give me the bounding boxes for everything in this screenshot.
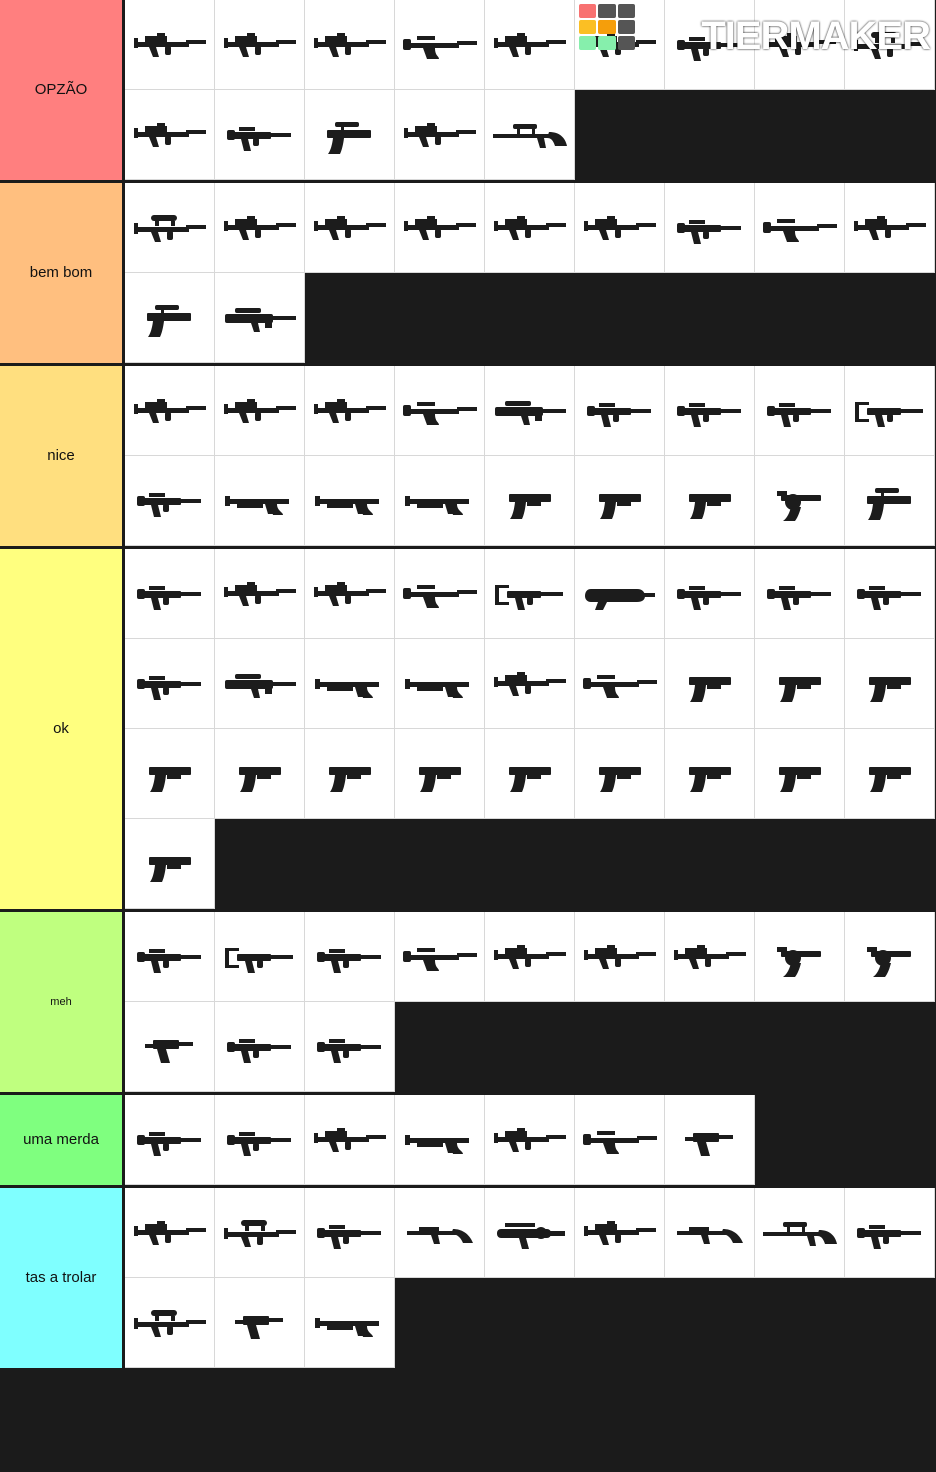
weapon-thumbnail[interactable] — [125, 366, 215, 456]
weapon-thumbnail[interactable] — [215, 183, 305, 273]
weapon-thumbnail[interactable] — [755, 1188, 845, 1278]
weapon-thumbnail[interactable] — [395, 549, 485, 639]
weapon-thumbnail[interactable] — [305, 729, 395, 819]
rifle-icon — [401, 205, 479, 251]
weapon-thumbnail[interactable] — [215, 90, 305, 180]
tier-items[interactable] — [125, 1095, 936, 1185]
weapon-thumbnail[interactable] — [125, 1095, 215, 1185]
weapon-thumbnail[interactable] — [395, 366, 485, 456]
weapon-thumbnail[interactable] — [485, 639, 575, 729]
weapon-thumbnail[interactable] — [215, 1278, 305, 1368]
weapon-thumbnail[interactable] — [755, 456, 845, 546]
weapon-thumbnail[interactable] — [125, 1002, 215, 1092]
sniper-icon — [761, 1210, 839, 1256]
rifle-icon — [401, 112, 479, 158]
weapon-thumbnail[interactable] — [665, 1095, 755, 1185]
rifle-icon — [221, 388, 299, 434]
smg-icon — [671, 22, 749, 68]
weapon-thumbnail[interactable] — [125, 1188, 215, 1278]
rifle-icon — [221, 571, 299, 617]
rifle-wood-icon — [671, 1210, 749, 1256]
weapon-thumbnail[interactable] — [305, 1002, 395, 1092]
pistol-icon — [311, 751, 389, 797]
weapon-thumbnail[interactable] — [125, 912, 215, 1002]
tiermaker-logo-icon — [575, 0, 639, 54]
rifle-icon — [221, 22, 299, 68]
weapon-thumbnail[interactable] — [485, 1188, 575, 1278]
smg-icon — [311, 934, 389, 980]
weapon-thumbnail[interactable] — [755, 549, 845, 639]
tier-row — [0, 0, 936, 183]
weapon-thumbnail[interactable] — [305, 1095, 395, 1185]
rifle-icon — [221, 205, 299, 251]
weapon-thumbnail[interactable] — [665, 366, 755, 456]
rifle-icon — [851, 205, 929, 251]
weapon-thumbnail[interactable] — [305, 912, 395, 1002]
weapon-thumbnail[interactable] — [575, 366, 665, 456]
shotgun-icon — [311, 661, 389, 707]
weapon-thumbnail[interactable] — [845, 366, 935, 456]
weapon-thumbnail[interactable] — [215, 1002, 305, 1092]
weapon-thumbnail[interactable] — [305, 366, 395, 456]
weapon-thumbnail[interactable] — [665, 639, 755, 729]
grenade-launcher-icon — [491, 1210, 569, 1256]
tier-items[interactable] — [125, 183, 936, 363]
smg-icon — [221, 112, 299, 158]
weapon-thumbnail[interactable] — [305, 1188, 395, 1278]
tier-row — [0, 549, 936, 912]
weapon-thumbnail[interactable] — [575, 1095, 665, 1185]
tier-row — [0, 183, 936, 366]
rifle-icon — [311, 571, 389, 617]
carbine-icon — [581, 661, 659, 707]
carbine-icon — [401, 388, 479, 434]
weapon-thumbnail[interactable] — [125, 729, 215, 819]
smg-icon — [671, 571, 749, 617]
tier-label[interactable]: bem bom — [0, 183, 125, 363]
rifle-icon — [491, 22, 569, 68]
weapon-thumbnail[interactable] — [125, 639, 215, 729]
rifle-icon — [761, 22, 839, 68]
weapon-thumbnail[interactable] — [395, 639, 485, 729]
weapon-thumbnail[interactable] — [755, 0, 845, 90]
rifle-icon — [311, 388, 389, 434]
weapon-thumbnail[interactable] — [485, 912, 575, 1002]
rifle-scope-icon — [851, 22, 929, 68]
weapon-thumbnail[interactable] — [845, 912, 935, 1002]
weapon-thumbnail[interactable] — [305, 456, 395, 546]
pistol-icon — [581, 478, 659, 524]
weapon-thumbnail[interactable] — [575, 729, 665, 819]
weapon-thumbnail[interactable] — [305, 639, 395, 729]
sniper-icon — [491, 112, 569, 158]
pistol-scope-icon — [851, 478, 929, 524]
revolver-icon — [761, 478, 839, 524]
smg-icon — [311, 1210, 389, 1256]
weapon-thumbnail[interactable] — [845, 0, 935, 90]
weapon-thumbnail[interactable] — [395, 1095, 485, 1185]
rifle-scope-icon — [131, 205, 209, 251]
bullpup-icon — [221, 295, 299, 341]
tier-label[interactable]: nice — [0, 366, 125, 546]
weapon-thumbnail[interactable] — [845, 456, 935, 546]
rifle-icon — [311, 205, 389, 251]
weapon-thumbnail[interactable] — [305, 1278, 395, 1368]
revolver-icon — [761, 934, 839, 980]
weapon-thumbnail[interactable] — [125, 456, 215, 546]
pistol-icon — [671, 751, 749, 797]
weapon-thumbnail[interactable] — [665, 729, 755, 819]
tier-label[interactable]: meh — [0, 912, 125, 1092]
smg-icon — [221, 1024, 299, 1070]
smg-icon — [581, 388, 659, 434]
weapon-thumbnail[interactable] — [485, 729, 575, 819]
weapon-thumbnail[interactable] — [305, 183, 395, 273]
weapon-thumbnail[interactable] — [575, 912, 665, 1002]
pistol-icon — [761, 661, 839, 707]
tier-items[interactable] — [125, 1188, 936, 1368]
weapon-thumbnail[interactable] — [215, 366, 305, 456]
tier-row — [0, 912, 936, 1095]
weapon-thumbnail[interactable] — [215, 273, 305, 363]
weapon-thumbnail[interactable] — [665, 549, 755, 639]
rifle-icon — [131, 388, 209, 434]
bullpup-icon — [491, 388, 569, 434]
tier-label[interactable]: ok — [0, 549, 125, 909]
rifle-icon — [491, 1117, 569, 1163]
p90-icon — [581, 571, 659, 617]
tier-row — [0, 366, 936, 549]
weapon-thumbnail[interactable] — [395, 912, 485, 1002]
smg-icon — [311, 1024, 389, 1070]
weapon-thumbnail[interactable] — [755, 366, 845, 456]
weapon-thumbnail[interactable] — [215, 1188, 305, 1278]
machine-pistol-icon — [131, 1024, 209, 1070]
weapon-thumbnail[interactable] — [755, 183, 845, 273]
weapon-thumbnail[interactable] — [575, 456, 665, 546]
weapon-thumbnail[interactable] — [215, 549, 305, 639]
weapon-thumbnail[interactable] — [125, 183, 215, 273]
weapon-thumbnail[interactable] — [845, 1188, 935, 1278]
carbine-icon — [401, 22, 479, 68]
weapon-thumbnail[interactable] — [305, 0, 395, 90]
machine-pistol-icon — [221, 1300, 299, 1346]
weapon-thumbnail[interactable] — [125, 819, 215, 909]
tier-label[interactable]: tas a trolar — [0, 1188, 125, 1368]
smg-icon — [131, 934, 209, 980]
weapon-thumbnail[interactable] — [125, 1278, 215, 1368]
rifle-icon — [491, 934, 569, 980]
weapon-thumbnail[interactable] — [395, 729, 485, 819]
rifle-icon — [311, 22, 389, 68]
rifle-icon — [581, 934, 659, 980]
weapon-thumbnail[interactable] — [845, 549, 935, 639]
weapon-thumbnail[interactable] — [215, 639, 305, 729]
carbine-icon — [401, 571, 479, 617]
weapon-thumbnail[interactable] — [485, 0, 575, 90]
pistol-icon — [131, 841, 209, 887]
weapon-thumbnail[interactable] — [485, 366, 575, 456]
pistol-icon — [581, 751, 659, 797]
shotgun-icon — [401, 1117, 479, 1163]
weapon-thumbnail[interactable] — [485, 1095, 575, 1185]
rifle-icon — [131, 1210, 209, 1256]
weapon-thumbnail[interactable] — [305, 549, 395, 639]
weapon-thumbnail[interactable] — [215, 456, 305, 546]
rifle-icon — [671, 934, 749, 980]
tier-row — [0, 1188, 936, 1368]
pistol-scope-icon — [131, 295, 209, 341]
pistol-icon — [851, 661, 929, 707]
bullpup-icon — [221, 661, 299, 707]
tiermaker-watermark: TIERMAKER — [701, 14, 930, 58]
rifle-icon — [131, 22, 209, 68]
tier-items[interactable] — [125, 912, 936, 1092]
rifle-icon — [311, 1117, 389, 1163]
tier-items[interactable] — [125, 366, 936, 546]
shotgun-icon — [311, 1300, 389, 1346]
tier-items[interactable] — [125, 549, 936, 909]
weapon-thumbnail[interactable] — [665, 456, 755, 546]
weapon-thumbnail[interactable] — [125, 549, 215, 639]
weapon-thumbnail[interactable] — [575, 183, 665, 273]
rifle-scope-icon — [221, 1210, 299, 1256]
shotgun-icon — [221, 478, 299, 524]
smg-stock-icon — [491, 571, 569, 617]
smg-icon — [761, 571, 839, 617]
weapon-thumbnail[interactable] — [665, 0, 755, 90]
pistol-icon — [671, 661, 749, 707]
weapon-thumbnail[interactable] — [575, 1188, 665, 1278]
pistol-icon — [671, 478, 749, 524]
smg-icon — [671, 205, 749, 251]
rifle-icon — [491, 661, 569, 707]
weapon-thumbnail[interactable] — [125, 273, 215, 363]
rifle-icon — [131, 112, 209, 158]
smg-icon — [671, 388, 749, 434]
tier-label[interactable]: uma merda — [0, 1095, 125, 1185]
pistol-icon — [761, 751, 839, 797]
smg-stock-icon — [221, 934, 299, 980]
rifle-wood-icon — [401, 1210, 479, 1256]
carbine-icon — [581, 1117, 659, 1163]
weapon-thumbnail[interactable] — [665, 1188, 755, 1278]
tier-row — [0, 1095, 936, 1188]
weapon-thumbnail[interactable] — [125, 0, 215, 90]
revolver-icon — [851, 934, 929, 980]
weapon-thumbnail[interactable] — [575, 0, 665, 90]
shotgun-icon — [311, 478, 389, 524]
weapon-thumbnail[interactable] — [305, 90, 395, 180]
shotgun-icon — [401, 478, 479, 524]
smg-icon — [131, 1117, 209, 1163]
smg-stock-icon — [851, 388, 929, 434]
weapon-thumbnail[interactable] — [395, 0, 485, 90]
machine-pistol-icon — [671, 1117, 749, 1163]
weapon-thumbnail[interactable] — [755, 912, 845, 1002]
weapon-thumbnail[interactable] — [755, 639, 845, 729]
rifle-icon — [491, 205, 569, 251]
weapon-thumbnail[interactable] — [485, 456, 575, 546]
pistol-icon — [131, 751, 209, 797]
pistol-icon — [221, 751, 299, 797]
weapon-thumbnail[interactable] — [575, 639, 665, 729]
weapon-thumbnail[interactable] — [395, 1188, 485, 1278]
tier-items[interactable] — [125, 0, 936, 180]
pistol-icon — [491, 751, 569, 797]
weapon-thumbnail[interactable] — [395, 183, 485, 273]
pistol-icon — [851, 751, 929, 797]
rifle-icon — [581, 1210, 659, 1256]
pistol-icon — [491, 478, 569, 524]
rifle-icon — [581, 205, 659, 251]
smg-icon — [761, 388, 839, 434]
smg-icon — [131, 478, 209, 524]
shotgun-icon — [401, 661, 479, 707]
smg-icon — [131, 661, 209, 707]
weapon-thumbnail[interactable] — [485, 549, 575, 639]
weapon-thumbnail[interactable] — [845, 183, 935, 273]
smg-icon — [851, 1210, 929, 1256]
carbine-icon — [401, 934, 479, 980]
weapon-thumbnail[interactable] — [575, 549, 665, 639]
weapon-thumbnail[interactable] — [215, 729, 305, 819]
smg-icon — [851, 571, 929, 617]
weapon-thumbnail[interactable] — [845, 639, 935, 729]
weapon-thumbnail[interactable] — [485, 183, 575, 273]
smg-icon — [221, 1117, 299, 1163]
weapon-thumbnail[interactable] — [665, 183, 755, 273]
tier-label[interactable]: OPZÃO — [0, 0, 125, 180]
weapon-thumbnail[interactable] — [845, 729, 935, 819]
weapon-thumbnail[interactable] — [395, 90, 485, 180]
weapon-thumbnail[interactable] — [215, 1095, 305, 1185]
smg-icon — [131, 571, 209, 617]
weapon-thumbnail[interactable] — [215, 912, 305, 1002]
weapon-thumbnail[interactable] — [755, 729, 845, 819]
carbine-icon — [761, 205, 839, 251]
weapon-thumbnail[interactable] — [395, 456, 485, 546]
weapon-thumbnail[interactable] — [125, 90, 215, 180]
pistol-icon — [401, 751, 479, 797]
weapon-thumbnail[interactable] — [485, 90, 575, 180]
weapon-thumbnail[interactable] — [215, 0, 305, 90]
pistol-scope-icon — [311, 112, 389, 158]
rifle-scope-icon — [131, 1300, 209, 1346]
weapon-thumbnail[interactable] — [665, 912, 755, 1002]
